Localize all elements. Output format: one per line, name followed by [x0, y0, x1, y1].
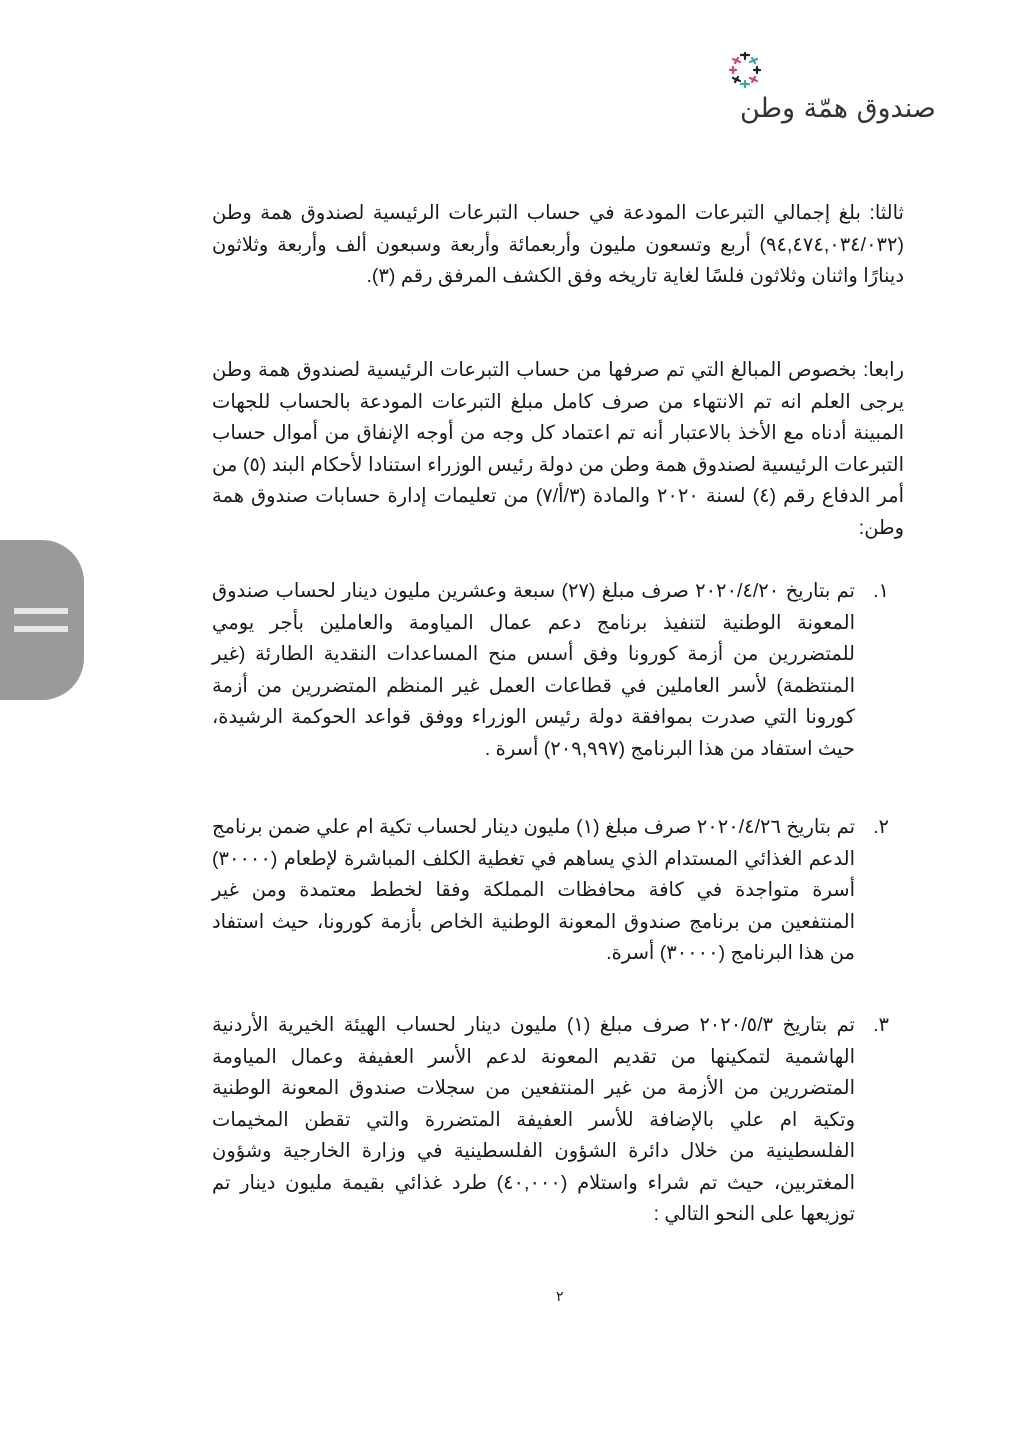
item-number: ١.	[873, 580, 889, 602]
section-4-body: بخصوص المبالغ التي تم صرفها من حساب التبرعات الرئيسية لصندوق همة وطن يرجى العلم انه تم الانتهاء من صرف كامل مبلغ التبرعات المودعة بالحساب للجهات المبينة أدناه مع الأخذ بالاعتبار أنه تم اعتماد كل وجه من أوجه الإنفاق من أموال حساب التبرعات الرئيسية لصندوق همة وطن من دولة رئيس الوزراء استنادا لأحكام البند (٥) من أمر الدفاع رقم (٤) لسنة ٢٠٢٠ والمادة (٣/أ/٧) من تعليمات إدارة حسابات صندوق همة وطن:	[212, 359, 904, 539]
people-ring-logo-icon	[728, 50, 762, 90]
list-item: تم بتاريخ ٢٠٢٠/٥/٣ صرف مبلغ (١) مليون دينار لحساب الهيئة الخيرية الأردنية الهاشمية لتمكينها من تقديم المعونة لدعم الأسر العفيفة وعمال المياومة المتضررين من الأزمة من غير المنتفعين من سجلات صندوق المعونة الوطنية وتكية ام علي بالإضافة للأسر العفيفة المتضررة والتي تقطن المخيمات الفلسطينية من خلال دائرة الشؤون الفلسطينية في وزارة الخارجية وشؤون المغتربين، حيث تم شراء واستلام (٤٠,٠٠٠) طرد غذائي بقيمة مليون دينار تم توزيعها على النحو التالي :	[212, 1014, 855, 1225]
section-4-text	[212, 355, 904, 544]
section-3-text	[212, 198, 904, 293]
section-4-label: رابعا:	[856, 359, 905, 381]
section-3-label: ثالثا:	[860, 202, 904, 224]
logo-text: صندوق همّة وطن	[740, 93, 936, 124]
list-item: تم بتاريخ ٢٠٢٠/٤/٢٦ صرف مبلغ (١) مليون دينار لحساب تكية ام علي ضمن برنامج الدعم الغذائي المستدام الذي يساهم في تغطية الكلف المباشرة لإطعام (٣٠٠٠٠) أسرة متواجدة في كافة محافظات المملكة وفقا لخطط معتمدة ومن غير المنتفعين من برنامج صندوق المعونة الوطنية الخاص بأزمة كورونا، حيث استفاد من هذا البرنامج (٣٠٠٠٠) أسرة.	[212, 816, 855, 964]
menu-handle-icon	[14, 626, 68, 632]
menu-handle-icon	[14, 608, 68, 614]
item-number: ٢.	[873, 816, 889, 838]
item-number: ٣.	[873, 1014, 889, 1036]
section-3-body: بلغ إجمالي التبرعات المودعة في حساب التبرعات الرئيسية لصندوق همة وطن (٩٤,٤٧٤,٠٣٤/٠٣٢) أربع وتسعون مليون وأربعمائة وأربعة وسبعون ألف وأربعة وثلاثون دينارًا واثنان وثلاثون فلسًا لغاية تاريخه وفق الكشف المرفق رقم (٣).	[212, 202, 904, 287]
page-number: ٢	[556, 1288, 564, 1304]
side-panel-handle[interactable]	[0, 540, 84, 700]
list-item: تم بتاريخ ٢٠٢٠/٤/٢٠ صرف مبلغ (٢٧) سبعة وعشرين مليون دينار لحساب صندوق المعونة الوطنية لتنفيذ برنامج دعم عمال المياومة والعاملين بأجر يومي للمتضررين من أزمة كورونا وفق أسس منح المساعدات النقدية الطارئة (غير المنتظمة) لأسر العاملين في قطاعات العمل غير المنظم المتضررين من أزمة كورونا التي صدرت بموافقة دولة رئيس الوزراء ووفق قواعد الحوكمة الرشيدة، حيث استفاد من هذا البرنامج (٢٠٩,٩٩٧) أسرة .	[212, 580, 855, 760]
